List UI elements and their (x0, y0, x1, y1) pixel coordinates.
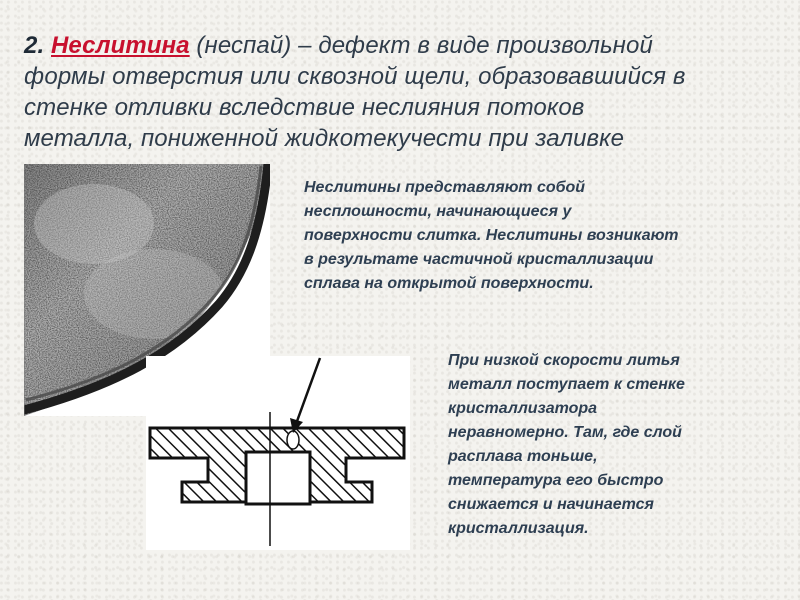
paragraph-defect-description (304, 176, 784, 296)
paragraph1-line: Неслитины представляют собой (304, 179, 586, 196)
paragraph2-line: кристаллизация. (448, 520, 589, 537)
paragraph2-line: кристаллизатора (448, 400, 598, 417)
paragraph2-line: металл поступает к стенке (448, 376, 685, 393)
title-line-4: металла, пониженной жидкотекучести при заливке (24, 125, 625, 152)
paragraph2-line: снижается и начинается (448, 496, 654, 513)
paragraph2-line: При низкой скорости литья (448, 352, 680, 369)
title-term: Неслитина (51, 32, 190, 59)
slide-title (24, 30, 784, 154)
paragraph2-line: расплава тоньше, (448, 448, 598, 465)
paragraph2-line: температура его быстро (448, 472, 664, 489)
mold-cross-section-diagram (146, 356, 410, 550)
title-line-2: формы отверстия или сквозной щели, образовавшийся в (24, 63, 686, 90)
paragraph1-line: в результате частичной кристаллизации (304, 251, 654, 268)
title-number: 2. (24, 32, 45, 59)
paragraph2-line: неравномерно. Там, где слой (448, 424, 682, 441)
paragraph1-line: поверхности слитка. Неслитины возникают (304, 227, 679, 244)
title-line-3: стенке отливки вследствие неслияния потоков (24, 94, 585, 121)
title-line-1-rest: (неспай) – дефект в виде произвольной (189, 32, 653, 59)
paragraph1-line: несплошности, начинающиеся у (304, 203, 572, 220)
paragraph-casting-speed (448, 349, 788, 541)
paragraph1-line: сплава на открытой поверхности. (304, 275, 594, 292)
